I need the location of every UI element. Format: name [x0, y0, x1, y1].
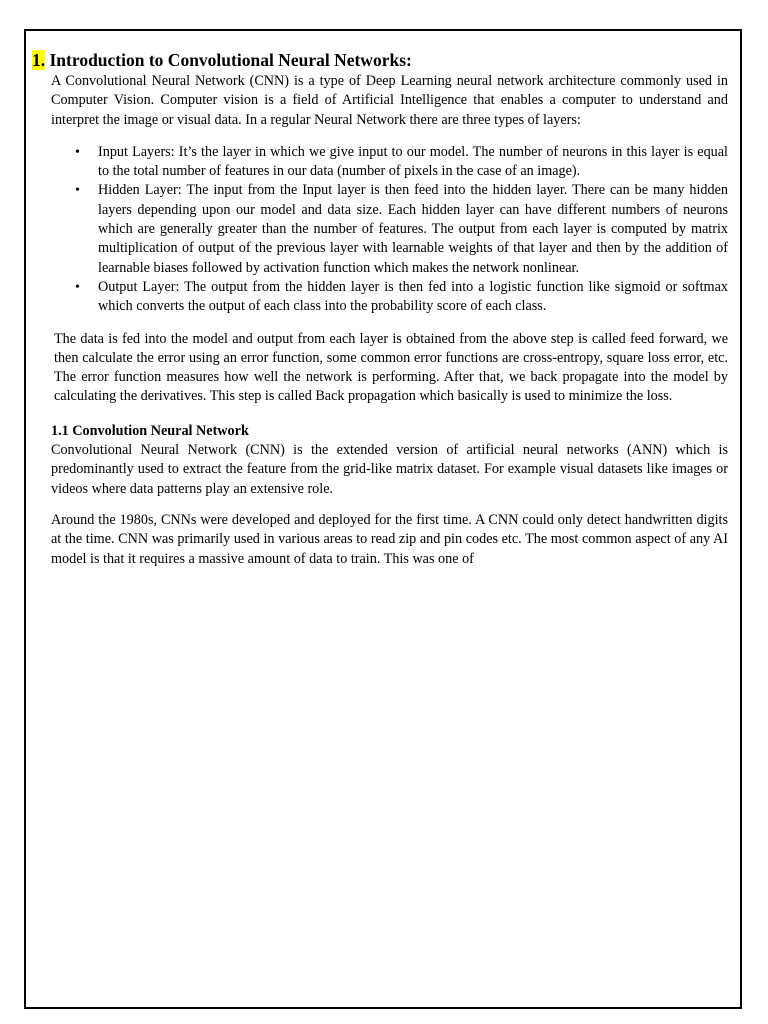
subsection-heading: 1.1 Convolution Neural Network	[51, 422, 249, 439]
list-item	[75, 181, 728, 277]
document-body	[32, 48, 728, 569]
list-item	[75, 143, 728, 182]
bullet-text-hidden-layer: Hidden Layer: The input from the Input layer is then feed into the hidden layer. There can be many hidden layers depending upon our model and data size. Each hidden layer can have different numbers of neurons which are generally greater than the number of features. The output from each layer is computed by matrix multiplication of output of the previous layer with learnable weights of that layer and then by the addition of learnable biases followed by activation function which makes the network nonlinear.	[98, 182, 728, 276]
layer-list	[32, 143, 728, 317]
feedforward-paragraph: The data is fed into the model and output from each layer is obtained from the above step is called feed forward, we then calculate the error using an error function, some common error functions are cross-entropy, square loss error, etc. The error function measures how well the network is performing. After that, we back propagate into the model by calculating the derivatives. This step is called Back propagation which basically is used to minimize the loss.	[54, 330, 728, 405]
section-title: Introduction to Convolutional Neural Networks:	[49, 50, 412, 70]
bullet-text-output-layer: Output Layer: The output from the hidden layer is then fed into a logistic function like sigmoid or softmax which converts the output of each class into the probability score of each class.	[98, 278, 728, 315]
cnn-definition-paragraph: Convolutional Neural Network (CNN) is the extended version of artificial neural networks (ANN) which is predominantly used to extract the feature from the grid-like matrix dataset. For example visual datasets like images or videos where data patterns play an extensive role.	[51, 442, 728, 497]
section-heading	[32, 48, 728, 72]
bullet-text-input-layer: Input Layers: It’s the layer in which we give input to our model. The number of neurons in this layer is equal to the total number of features in our data (number of pixels in the case of an image).	[98, 143, 728, 180]
bullet-icon: •	[75, 183, 80, 199]
cnn-history-paragraph: Around the 1980s, CNNs were developed and deployed for the first time. A CNN could only detect handwritten digits at the time. CNN was primarily used in various areas to read zip and pin codes etc. The most common aspect of any AI model is that it requires a massive amount of data to train. This was one of	[51, 511, 728, 567]
bullet-icon: •	[75, 279, 80, 295]
bullet-icon: •	[75, 144, 80, 160]
section-number: 1.	[32, 50, 46, 70]
list-item	[75, 278, 728, 317]
intro-paragraph: A Convolutional Neural Network (CNN) is a type of Deep Learning neural network architecture commonly used in Computer Vision. Computer vision is a field of Artificial Intelligence that enables a computer to understand and interpret the image or visual data. In a regular Neural Network there are three types of layers:	[51, 73, 728, 128]
